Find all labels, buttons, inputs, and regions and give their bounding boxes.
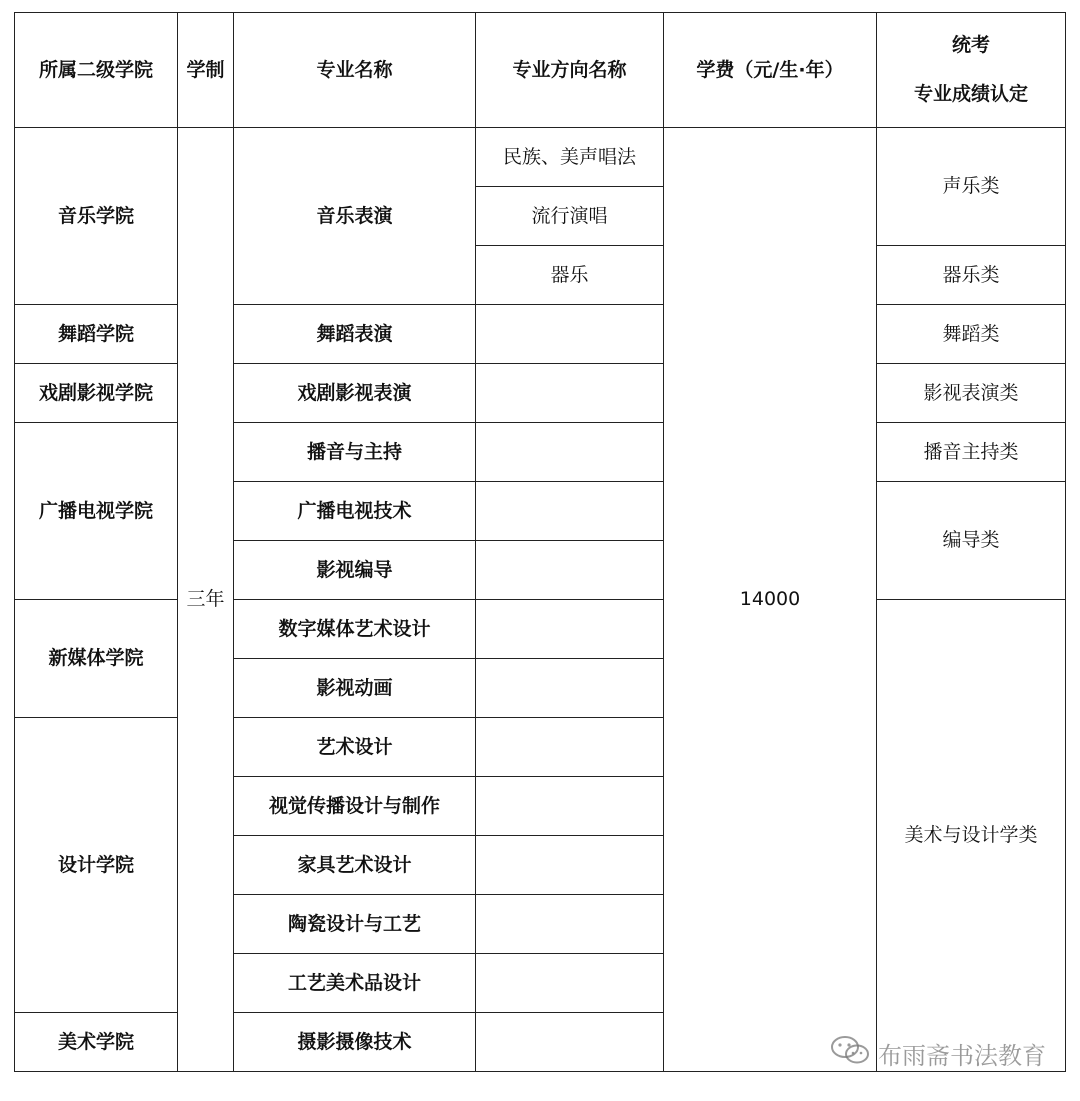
- fee-cell: 14000: [664, 128, 877, 1072]
- header-major: 专业名称: [234, 13, 476, 128]
- exam-cell: 编导类: [877, 482, 1066, 600]
- major-cell: 影视编导: [234, 541, 476, 600]
- direction-cell-empty: [476, 777, 664, 836]
- exam-cell: 影视表演类: [877, 364, 1066, 423]
- major-cell: 影视动画: [234, 659, 476, 718]
- duration-cell: 三年: [178, 128, 234, 1072]
- header-fee: 学费（元/生·年）: [664, 13, 877, 128]
- direction-cell-empty: [476, 1013, 664, 1072]
- major-cell: 舞蹈表演: [234, 305, 476, 364]
- direction-cell-empty: [476, 718, 664, 777]
- direction-cell: 器乐: [476, 246, 664, 305]
- direction-cell-empty: [476, 659, 664, 718]
- college-cell: 设计学院: [15, 718, 178, 1013]
- major-cell: 摄影摄像技术: [234, 1013, 476, 1072]
- exam-cell: 舞蹈类: [877, 305, 1066, 364]
- direction-cell: 民族、美声唱法: [476, 128, 664, 187]
- direction-cell-empty: [476, 541, 664, 600]
- admissions-table: [14, 12, 1066, 1072]
- major-cell: 家具艺术设计: [234, 836, 476, 895]
- exam-cell: 声乐类: [877, 128, 1066, 246]
- major-cell: 工艺美术品设计: [234, 954, 476, 1013]
- major-cell: 广播电视技术: [234, 482, 476, 541]
- header-exam: [877, 13, 1066, 128]
- major-cell: 数字媒体艺术设计: [234, 600, 476, 659]
- college-cell: 广播电视学院: [15, 423, 178, 600]
- header-exam-line1: 统考: [951, 34, 990, 57]
- direction-cell-empty: [476, 600, 664, 659]
- major-cell: 播音与主持: [234, 423, 476, 482]
- exam-cell: 美术与设计学类: [877, 600, 1066, 1072]
- direction-cell-empty: [476, 482, 664, 541]
- direction-cell-empty: [476, 895, 664, 954]
- header-duration: 学制: [178, 13, 234, 128]
- direction-cell-empty: [476, 364, 664, 423]
- header-row: [15, 13, 1066, 128]
- college-cell: 新媒体学院: [15, 600, 178, 718]
- wechat-icon: [830, 1035, 870, 1071]
- exam-cell: 器乐类: [877, 246, 1066, 305]
- watermark: [830, 1035, 1046, 1071]
- exam-cell: 播音主持类: [877, 423, 1066, 482]
- direction-cell-empty: [476, 836, 664, 895]
- header-college: 所属二级学院: [15, 13, 178, 128]
- header-direction: 专业方向名称: [476, 13, 664, 128]
- college-cell: 戏剧影视学院: [15, 364, 178, 423]
- major-cell: 艺术设计: [234, 718, 476, 777]
- direction-cell-empty: [476, 954, 664, 1013]
- major-cell: 视觉传播设计与制作: [234, 777, 476, 836]
- major-cell: 陶瓷设计与工艺: [234, 895, 476, 954]
- table-row: [15, 364, 1066, 423]
- table-row: [15, 423, 1066, 482]
- table-row: [15, 600, 1066, 659]
- college-cell: 美术学院: [15, 1013, 178, 1072]
- direction-cell-empty: [476, 305, 664, 364]
- table-row: [15, 128, 1066, 187]
- direction-cell-empty: [476, 423, 664, 482]
- direction-cell: 流行演唱: [476, 187, 664, 246]
- major-cell: 音乐表演: [234, 128, 476, 305]
- header-exam-line2: 专业成绩认定: [913, 83, 1028, 105]
- college-cell: 舞蹈学院: [15, 305, 178, 364]
- table-row: [15, 305, 1066, 364]
- college-cell: 音乐学院: [15, 128, 178, 305]
- watermark-text: 布雨斋书法教育: [878, 1041, 1046, 1070]
- major-cell: 戏剧影视表演: [234, 364, 476, 423]
